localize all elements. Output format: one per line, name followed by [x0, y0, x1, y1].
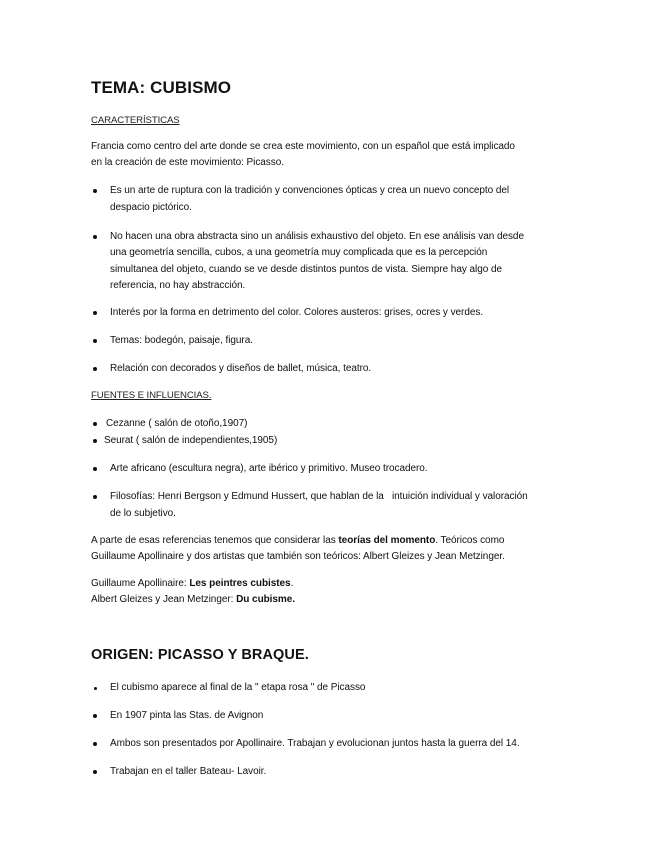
section-heading-caracteristicas: CARACTERÍSTICAS — [91, 115, 180, 126]
bullet-icon — [93, 339, 97, 343]
list-item: El cubismo aparece al final de la " etapa rosa " de Picasso — [110, 682, 366, 693]
work-reference — [91, 592, 295, 609]
bullet-icon — [93, 495, 97, 499]
list-item: No hacen una obra abstracta sino un análisis exhaustivo del objeto. En ese análisis van desde — [110, 231, 524, 242]
list-item: En 1907 pinta las Stas. de Avignon — [110, 710, 264, 721]
work-reference — [91, 576, 293, 593]
list-item-continuation: de lo subjetivo. — [110, 508, 176, 519]
theory-text: . Teóricos como — [435, 535, 505, 546]
list-item: Cezanne ( salón de otoño,1907) — [106, 418, 248, 429]
work-author: Guillaume Apollinaire: — [91, 578, 190, 589]
list-item: Es un arte de ruptura con la tradición y convenciones ópticas y crea un nuevo concepto del — [110, 185, 510, 196]
work-title: Du cubisme. — [236, 594, 296, 605]
theory-text: A parte de esas referencias tenemos que considerar las — [91, 535, 339, 546]
bullet-icon — [93, 742, 97, 746]
list-item: Relación con decorados y diseños de ballet, música, teatro. — [110, 363, 372, 374]
list-item: Temas: bodegón, paisaje, figura. — [110, 335, 253, 346]
section-heading-origen: ORIGEN: PICASSO Y BRAQUE. — [91, 647, 309, 663]
list-item: Trabajan en el taller Bateau- Lavoir. — [110, 766, 267, 777]
theory-emphasis: teorías del momento — [338, 535, 436, 546]
work-author: Albert Gleizes y Jean Metzinger: — [91, 594, 237, 605]
intro-paragraph-line: Francia como centro del arte donde se crea este movimiento, con un español que está implicado — [91, 141, 515, 152]
bullet-icon — [93, 422, 97, 426]
list-item-continuation: referencia, no hay abstracción. — [110, 280, 246, 291]
work-suffix: . — [290, 578, 294, 589]
list-item: Ambos son presentados por Apollinaire. Trabajan y evolucionan juntos hasta la guerra del 14. — [110, 738, 520, 749]
list-item: Seurat ( salón de independientes,1905) — [104, 435, 278, 446]
bullet-icon — [93, 189, 97, 193]
list-item: Interés por la forma en detrimento del color. Colores austeros: grises, ocres y verdes. — [110, 307, 484, 318]
list-item: Filosofías: Henri Bergson y Edmund Hussert, que hablan de la intuición individual y valoración — [110, 491, 528, 502]
bullet-icon — [93, 235, 97, 239]
list-item-continuation: una geometría sencilla, cubos, a una geometría muy complicada que es la percepción — [110, 247, 488, 258]
work-title: Les peintres cubistes — [189, 578, 291, 589]
list-item-continuation: despacio pictórico. — [110, 202, 192, 213]
theory-paragraph-line: Guillaume Apollinaire y dos artistas que también son teóricos: Albert Gleizes y Jean Metzinger. — [91, 551, 505, 562]
bullet-icon — [93, 770, 97, 774]
section-heading-fuentes: FUENTES E INFLUENCIAS. — [91, 390, 212, 401]
bullet-icon — [93, 714, 97, 718]
list-item-continuation: simultanea del objeto, cuando se ve desde distintos puntos de vista. Siempre hay algo de — [110, 264, 502, 275]
list-item: Arte africano (escultura negra), arte ibérico y primitivo. Museo trocadero. — [110, 463, 428, 474]
bullet-icon — [93, 311, 97, 315]
page-title: TEMA: CUBISMO — [91, 78, 232, 97]
bullet-icon — [94, 687, 97, 690]
bullet-icon — [93, 467, 97, 471]
intro-paragraph-line: en la creación de este movimiento: Picasso. — [91, 157, 284, 168]
bullet-icon — [93, 439, 97, 443]
bullet-icon — [93, 367, 97, 371]
theory-paragraph-line — [91, 533, 504, 550]
